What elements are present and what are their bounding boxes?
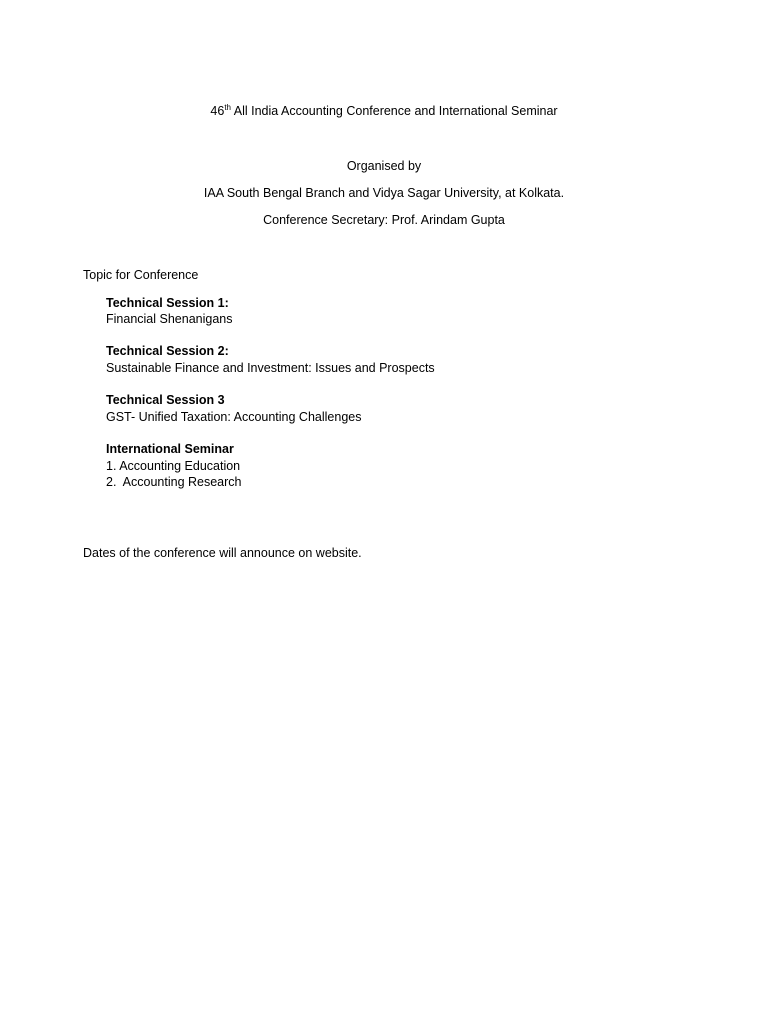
seminar-item: 2. Accounting Research [106, 475, 242, 489]
session-2-desc: Sustainable Finance and Investment: Issues and Prospects [106, 361, 435, 375]
organisers-text: IAA South Bengal Branch and Vidya Sagar University, at Kolkata. [203, 186, 565, 200]
conference-title [0, 104, 768, 118]
title-text: All India Accounting Conference and International Seminar [230, 104, 558, 118]
session-1-title: Technical Session 1: [106, 296, 229, 310]
organised-by-label: Organised by [346, 159, 422, 173]
session-3-title: Technical Session 3 [106, 393, 225, 407]
session-3-desc: GST- Unified Taxation: Accounting Challenges [106, 410, 362, 424]
footer-note: Dates of the conference will announce on website. [83, 546, 362, 560]
title-number: 46 [210, 104, 225, 118]
session-1-desc: Financial Shenanigans [106, 312, 233, 326]
seminar-item: 1. Accounting Education [106, 459, 241, 473]
seminar-title: International Seminar [106, 442, 234, 456]
title-superscript: th [224, 102, 231, 112]
conference-secretary: Conference Secretary: Prof. Arindam Gupta [263, 213, 505, 227]
topics-heading: Topic for Conference [83, 268, 199, 282]
session-2-title: Technical Session 2: [106, 344, 229, 358]
